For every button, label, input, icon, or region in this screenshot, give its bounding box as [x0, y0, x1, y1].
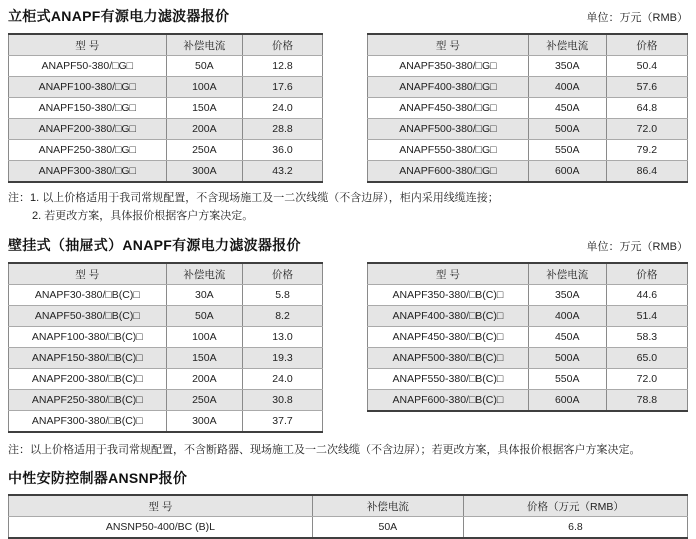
column-header: 补偿电流 — [528, 34, 606, 56]
header-row — [368, 263, 688, 285]
current-cell: 50A — [166, 56, 243, 77]
section-title: 中性安防控制器ANSNP报价 — [8, 470, 188, 486]
ansnp-table-wrap — [8, 494, 688, 539]
table-row — [368, 56, 688, 77]
price-cell: 72.0 — [606, 369, 687, 390]
table-row — [9, 56, 323, 77]
table-row — [368, 369, 688, 390]
price-cell: 13.0 — [243, 327, 323, 348]
table-row — [368, 306, 688, 327]
model-cell: ANAPF50-380/□G□ — [9, 56, 167, 77]
table-row — [9, 306, 323, 327]
cabinet-tables-row — [8, 33, 688, 183]
model-cell: ANAPF150-380/□G□ — [9, 98, 167, 119]
model-cell: ANAPF300-380/□G□ — [9, 161, 167, 183]
price-cell: 58.3 — [606, 327, 687, 348]
price-cell: 44.6 — [606, 285, 687, 306]
price-cell: 50.4 — [606, 56, 687, 77]
current-cell: 450A — [528, 327, 606, 348]
note-line-1: 注：1. 以上价格适用于我司常规配置，不含现场施工及一二次线缆（不含边屏），柜内采用线缆连接； — [8, 192, 499, 204]
wall-note: 注：以上价格适用于我司常规配置，不含断路器、现场施工及一二次线缆（不含边屏）；若更改方案，具体报价根据客户方案决定。 — [8, 444, 641, 456]
column-header: 补偿电流 — [166, 263, 243, 285]
column-header: 价格 — [243, 34, 323, 56]
cabinet-notes — [8, 189, 688, 225]
price-cell: 65.0 — [606, 348, 687, 369]
current-cell: 100A — [166, 327, 243, 348]
current-cell: 500A — [528, 348, 606, 369]
wall-table-left-wrap — [8, 262, 323, 433]
column-header: 补偿电流 — [528, 263, 606, 285]
price-cell: 43.2 — [243, 161, 323, 183]
current-cell: 200A — [166, 119, 243, 140]
section-title: 立柜式ANAPF有源电力滤波器报价 — [8, 8, 230, 24]
current-cell: 200A — [166, 369, 243, 390]
wall-price-table-right — [367, 262, 688, 412]
price-cell: 6.8 — [463, 517, 687, 539]
section-wall — [8, 235, 688, 459]
price-cell: 12.8 — [243, 56, 323, 77]
table-row — [9, 411, 323, 433]
model-cell: ANAPF450-380/□B(C)□ — [368, 327, 529, 348]
model-cell: ANAPF550-380/□G□ — [368, 140, 529, 161]
table-row — [9, 390, 323, 411]
column-header: 价格 — [606, 34, 687, 56]
model-cell: ANAPF350-380/□B(C)□ — [368, 285, 529, 306]
table-row — [9, 161, 323, 183]
wall-tables-row — [8, 262, 688, 433]
table-row — [9, 517, 688, 539]
current-cell: 150A — [166, 348, 243, 369]
model-cell: ANAPF500-380/□B(C)□ — [368, 348, 529, 369]
wall-price-table-left — [8, 262, 323, 433]
column-header: 价格 — [243, 263, 323, 285]
price-cell: 24.0 — [243, 369, 323, 390]
price-cell: 72.0 — [606, 119, 687, 140]
table-row — [368, 119, 688, 140]
price-cell: 78.8 — [606, 390, 687, 412]
current-cell: 150A — [166, 98, 243, 119]
cabinet-price-table-right — [367, 33, 688, 183]
unit-label: 单位：万元（RMB） — [586, 12, 688, 24]
current-cell: 300A — [166, 161, 243, 183]
unit-label: 单位：万元（RMB） — [586, 241, 688, 253]
model-cell: ANAPF500-380/□G□ — [368, 119, 529, 140]
table-row — [9, 98, 323, 119]
price-cell: 86.4 — [606, 161, 687, 183]
note-line-2: 2. 若更改方案，具体报价根据客户方案决定。 — [32, 210, 254, 222]
current-cell: 350A — [528, 56, 606, 77]
column-header: 型 号 — [368, 34, 529, 56]
current-cell: 50A — [166, 306, 243, 327]
column-header: 型 号 — [9, 263, 167, 285]
price-cell: 8.2 — [243, 306, 323, 327]
table-row — [9, 140, 323, 161]
current-cell: 250A — [166, 390, 243, 411]
model-cell: ANAPF200-380/□B(C)□ — [9, 369, 167, 390]
model-cell: ANAPF400-380/□B(C)□ — [368, 306, 529, 327]
table-row — [368, 98, 688, 119]
table-row — [9, 77, 323, 98]
section-cabinet-header — [8, 6, 688, 26]
current-cell: 550A — [528, 369, 606, 390]
table-row — [9, 119, 323, 140]
price-cell: 24.0 — [243, 98, 323, 119]
model-cell: ANAPF300-380/□B(C)□ — [9, 411, 167, 433]
model-cell: ANAPF400-380/□G□ — [368, 77, 529, 98]
ansnp-price-table — [8, 494, 688, 539]
table-row — [9, 285, 323, 306]
model-cell: ANSNP50-400/BC (B)L — [9, 517, 313, 539]
model-cell: ANAPF350-380/□G□ — [368, 56, 529, 77]
current-cell: 100A — [166, 77, 243, 98]
model-cell: ANAPF50-380/□B(C)□ — [9, 306, 167, 327]
column-header: 价格 — [606, 263, 687, 285]
price-cell: 57.6 — [606, 77, 687, 98]
model-cell: ANAPF550-380/□B(C)□ — [368, 369, 529, 390]
price-cell: 79.2 — [606, 140, 687, 161]
current-cell: 400A — [528, 306, 606, 327]
price-cell: 17.6 — [243, 77, 323, 98]
model-cell: ANAPF200-380/□G□ — [9, 119, 167, 140]
table-row — [368, 348, 688, 369]
header-row — [9, 34, 323, 56]
table-row — [368, 140, 688, 161]
current-cell: 400A — [528, 77, 606, 98]
current-cell: 300A — [166, 411, 243, 433]
model-cell: ANAPF100-380/□B(C)□ — [9, 327, 167, 348]
column-header: 型 号 — [9, 495, 313, 517]
current-cell: 500A — [528, 119, 606, 140]
cabinet-table-left-wrap — [8, 33, 323, 183]
price-cell: 30.8 — [243, 390, 323, 411]
table-row — [368, 161, 688, 183]
cabinet-table-right-wrap — [367, 33, 688, 183]
table-row — [368, 77, 688, 98]
column-header: 补偿电流 — [166, 34, 243, 56]
price-cell: 51.4 — [606, 306, 687, 327]
current-cell: 550A — [528, 140, 606, 161]
wall-table-right-wrap — [367, 262, 688, 412]
price-cell: 5.8 — [243, 285, 323, 306]
header-row — [9, 263, 323, 285]
column-header: 补偿电流 — [312, 495, 463, 517]
column-header: 型 号 — [9, 34, 167, 56]
price-cell: 64.8 — [606, 98, 687, 119]
table-row — [9, 369, 323, 390]
model-cell: ANAPF250-380/□G□ — [9, 140, 167, 161]
table-row — [368, 285, 688, 306]
column-header: 型 号 — [368, 263, 529, 285]
model-cell: ANAPF30-380/□B(C)□ — [9, 285, 167, 306]
table-row — [9, 348, 323, 369]
model-cell: ANAPF150-380/□B(C)□ — [9, 348, 167, 369]
header-row — [368, 34, 688, 56]
cabinet-price-table-left — [8, 33, 323, 183]
price-cell: 19.3 — [243, 348, 323, 369]
model-cell: ANAPF450-380/□G□ — [368, 98, 529, 119]
current-cell: 350A — [528, 285, 606, 306]
table-row — [9, 327, 323, 348]
column-header: 价格（万元（RMB） — [463, 495, 687, 517]
model-cell: ANAPF600-380/□B(C)□ — [368, 390, 529, 412]
section-wall-header — [8, 235, 688, 255]
current-cell: 450A — [528, 98, 606, 119]
section-ansnp — [8, 468, 688, 539]
model-cell: ANAPF250-380/□B(C)□ — [9, 390, 167, 411]
current-cell: 50A — [312, 517, 463, 539]
section-title: 壁挂式（抽屉式）ANAPF有源电力滤波器报价 — [8, 237, 301, 253]
current-cell: 250A — [166, 140, 243, 161]
price-cell: 28.8 — [243, 119, 323, 140]
price-cell: 37.7 — [243, 411, 323, 433]
section-cabinet — [8, 6, 688, 225]
table-row — [368, 390, 688, 412]
table-row — [368, 327, 688, 348]
price-cell: 36.0 — [243, 140, 323, 161]
current-cell: 600A — [528, 161, 606, 183]
model-cell: ANAPF100-380/□G□ — [9, 77, 167, 98]
header-row — [9, 495, 688, 517]
current-cell: 30A — [166, 285, 243, 306]
current-cell: 600A — [528, 390, 606, 412]
model-cell: ANAPF600-380/□G□ — [368, 161, 529, 183]
